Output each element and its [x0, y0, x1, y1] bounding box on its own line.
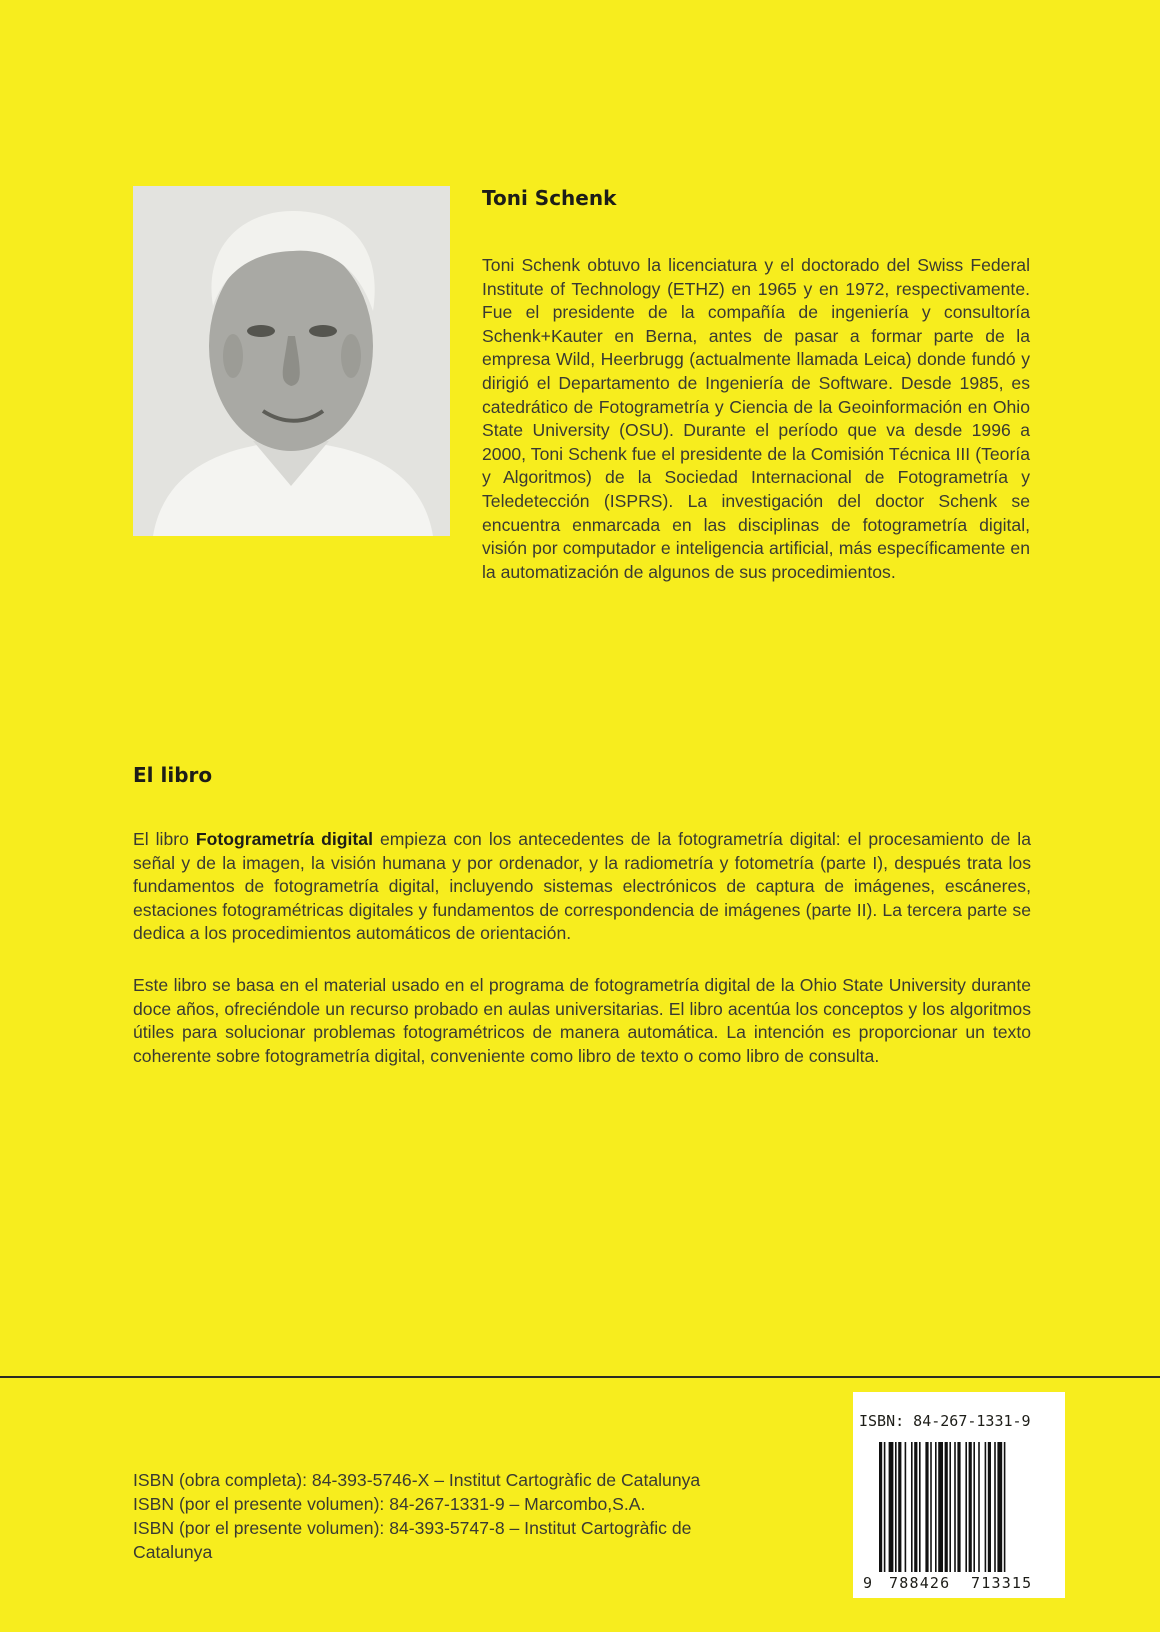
book-title-bold: Fotogrametría digital [195, 829, 373, 849]
book-description-paragraph-1 [133, 828, 1031, 946]
barcode-left-digits: 788426 [889, 1574, 951, 1592]
isbn-list [133, 1468, 773, 1564]
barcode-isbn-label: ISBN: 84-267-1331-9 [859, 1412, 1031, 1430]
isbn-line: ISBN (por el presente volumen): 84-267-1331-9 – Marcombo,S.A. [133, 1494, 646, 1514]
barcode-icon [879, 1442, 1055, 1572]
author-name: Toni Schenk [482, 186, 617, 210]
barcode-panel [853, 1392, 1065, 1598]
book-description-paragraph-2: Este libro se basa en el material usado en el programa de fotogrametría digital de la Ohio State University durante doce años, ofreciéndole un recurso probado en aulas universitarias. El libro acentúa los conceptos y los algoritmos útiles para solucionar problemas fotogramétricos de manera automática. La intención es proporcionar un texto coherente sobre fotogrametría digital, conveniente como libro de texto o como libro de consulta. [133, 975, 1031, 1066]
barcode-right-digits: 713315 [971, 1574, 1033, 1592]
author-biography: Toni Schenk obtuvo la licenciatura y el doctorado del Swiss Federal Institute of Technology (ETHZ) en 1965 y en 1972, respectivamente. Fue el presidente de la compañía de ingeniería y consultoría Schenk+Kauter en Berna, antes de pasar a formar parte de la empresa Wild, Heerbrugg (actualmente llamada Leica) donde fundó y dirigió el Departamento de Ingeniería de Software. Desde 1985, es catedrático de Fotogrametría y Ciencia de la Geoinformación en Ohio State University (OSU). Durante el período que va desde 1996 a 2000, Toni Schenk fue el presidente de la Comisión Técnica III (Teoría y Algoritmos) de la Sociedad Internacional de Fotogrametría y Teledetección (ISPRS). La investigación del doctor Schenk se encuentra enmarcada en las disciplinas de fotogrametría digital, visión por computador e inteligencia artificial, más específicamente en la automatización de algunos de sus procedimientos. [482, 255, 1030, 582]
author-photo [133, 186, 450, 536]
horizontal-divider [0, 1376, 1160, 1378]
p1-intro: El libro [133, 829, 196, 849]
isbn-line: ISBN (obra completa): 84-393-5746-X – Institut Cartogràfic de Catalunya [133, 1470, 701, 1490]
barcode-first-digit: 9 [863, 1574, 873, 1592]
p1-rest: empieza con los antecedentes de la fotogrametría digital: el procesamiento de la señal y de la imagen, la visión humana y por ordenador, y la radiometría y fotometría (parte I), después trata los fundamentos de fotogrametría digital, incluyendo sistemas electrónicos de captura de imágenes, escáneres, estaciones fotogramétricas digitales y fundamentos de correspondencia de imágenes (parte II). La tercera parte se dedica a los procedimientos automáticos de orientación. [133, 829, 1031, 944]
book-section-heading: El libro [133, 763, 213, 787]
isbn-line: ISBN (por el presente volumen): 84-393-5747-8 – Institut Cartogràfic de Catalunya [133, 1518, 692, 1562]
